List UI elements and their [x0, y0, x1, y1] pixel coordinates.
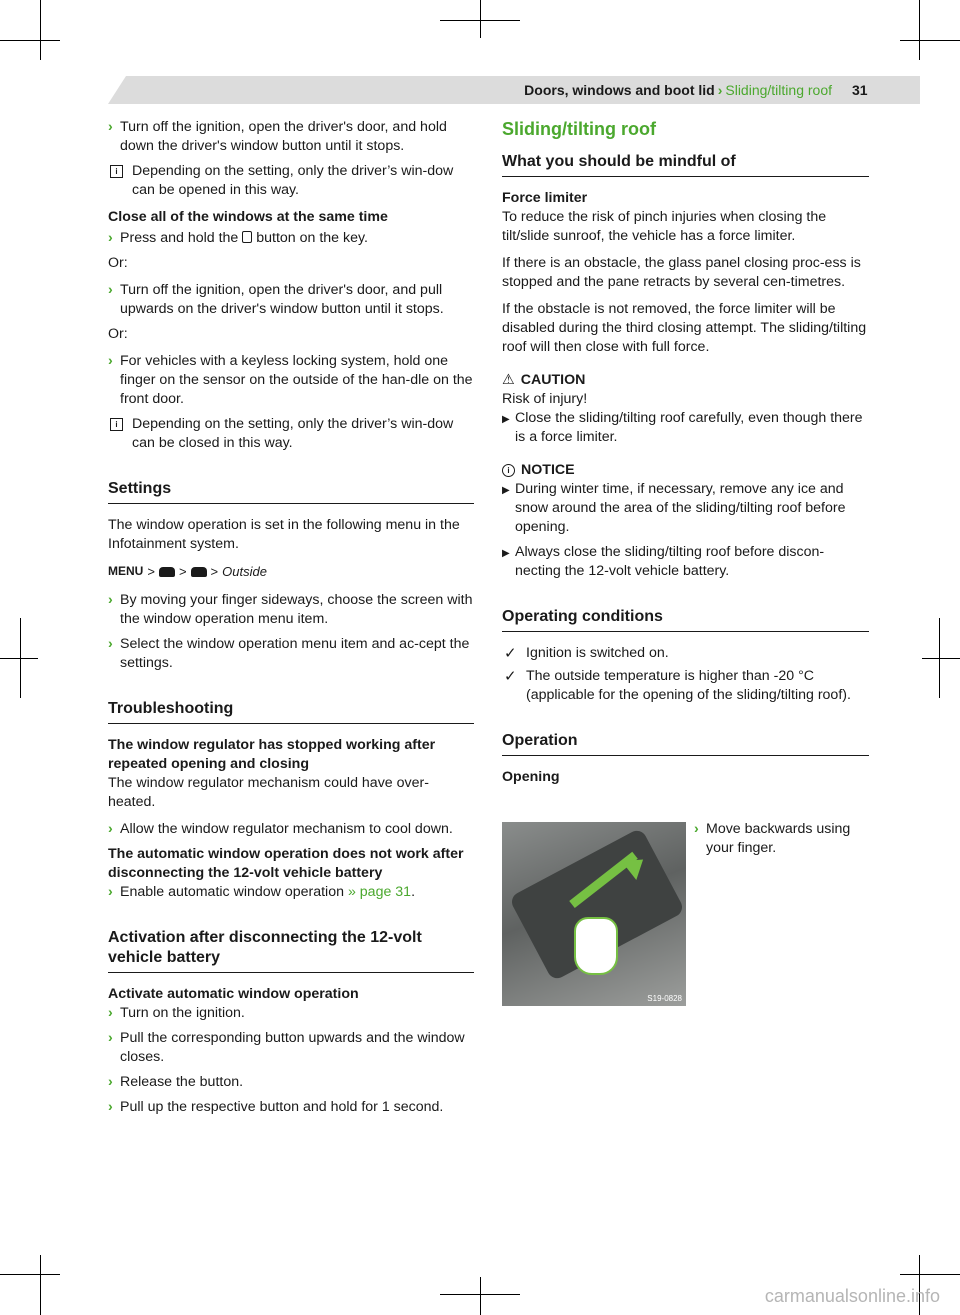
step-item: [108, 820, 474, 839]
condition-item: [502, 667, 869, 705]
figure-code: S19-0828: [647, 994, 682, 1003]
step-item: [108, 1004, 474, 1023]
menu-label: MENU: [108, 564, 144, 578]
step-text: For vehicles with a keyless locking system, hold one finger on the sensor on the outside of the han-dle on the front door.: [120, 353, 473, 407]
checkmark-icon: ✓: [504, 645, 517, 662]
caution-subtitle: Risk of injury!: [502, 391, 588, 407]
step-item: [108, 635, 474, 673]
step-text: Move backwards using your finger.: [706, 821, 851, 856]
notice-item: [502, 480, 869, 537]
step-text: Allow the window regulator mechanism to cool down.: [120, 821, 453, 837]
breadcrumb: [524, 82, 832, 98]
note-text: Depending on the setting, only the driver’s win-dow can be closed in this way.: [132, 416, 454, 451]
triangle-bullet-icon: ▶: [502, 548, 510, 559]
chevron-icon: ›: [108, 1074, 113, 1090]
subheading: Opening: [502, 769, 560, 785]
page-link[interactable]: » page 31: [347, 884, 412, 900]
step-text: Release the button.: [120, 1074, 244, 1090]
subheading: The window regulator has stopped working after repeated opening and closing: [108, 737, 436, 772]
note-icon: i: [110, 165, 123, 178]
crop-mark: [900, 1274, 960, 1275]
caution-heading: [502, 371, 869, 390]
breadcrumb-subsection: Sliding/tilting roof: [725, 82, 832, 98]
step-item: [694, 820, 869, 858]
paragraph: If the obstacle is not removed, the force limiter will be disabled during the third closing attempt. The sliding/tilting roof will then close with full force.: [502, 301, 867, 355]
notice-text: Always close the sliding/tilting roof before discon-necting the 12-volt vehicle battery.: [515, 544, 825, 579]
chevron-icon: ›: [108, 1005, 113, 1021]
condition-item: [502, 644, 869, 663]
condition-text: The outside temperature is higher than -20 °C (applicable for the opening of the sliding/tilting roof).: [526, 668, 851, 703]
crop-mark: [919, 0, 920, 60]
crop-mark: [922, 658, 960, 659]
notice-item: [502, 543, 869, 581]
triangle-bullet-icon: ▶: [502, 414, 510, 425]
condition-text: Ignition is switched on.: [526, 645, 669, 661]
roof-control-figure: [502, 822, 686, 1006]
checkmark-icon: ✓: [504, 668, 517, 685]
step-item: [108, 1098, 474, 1117]
page-title: Sliding/tilting roof: [502, 119, 656, 139]
crop-mark: [40, 1255, 41, 1315]
section-heading-settings: Settings: [108, 479, 474, 504]
step-text: Pull the corresponding button upwards and the window closes.: [120, 1030, 465, 1065]
page-number: 31: [852, 82, 868, 98]
section-heading-operation: Operation: [502, 731, 869, 756]
warning-icon: ⚠: [502, 372, 515, 388]
step-text: Turn off the ignition, open the driver's door, and pull upwards on the driver's window button until it stops.: [120, 282, 444, 317]
step-item: › Enable automatic window operation » page 31.: [108, 884, 416, 900]
step-text: Select the window operation menu item and ac-cept the settings.: [120, 636, 470, 671]
section-heading-conditions: Operating conditions: [502, 607, 869, 632]
notice-label: NOTICE: [521, 462, 575, 478]
menu-path: [108, 562, 474, 581]
crop-mark: [0, 1274, 60, 1275]
crop-mark: [900, 40, 960, 41]
chevron-icon: ›: [108, 592, 113, 608]
note-icon: i: [110, 418, 123, 431]
step-item: [108, 229, 474, 248]
chevron-icon: ›: [108, 119, 113, 135]
notice-text: During winter time, if necessary, remove any ice and snow around the area of the sliding/tilting roof before opening.: [515, 481, 846, 535]
subheading: Close all of the windows at the same time: [108, 209, 388, 225]
step-text: Pull up the respective button and hold for 1 second.: [120, 1099, 444, 1115]
triangle-bullet-icon: ▶: [502, 485, 510, 496]
step-item: [108, 1029, 474, 1067]
lock-key-icon: [242, 231, 252, 243]
crop-mark: [0, 658, 38, 659]
path-arrow: >: [147, 564, 155, 579]
paragraph: To reduce the risk of pinch injuries when closing the tilt/slide sunroof, the vehicle has a force limiter.: [502, 209, 827, 244]
finger-hand-icon: [574, 917, 618, 975]
chevron-icon: ›: [108, 353, 113, 369]
path-arrow: >: [210, 564, 219, 579]
note: [108, 162, 474, 200]
car-settings-icon: [191, 567, 207, 577]
caution-text: Close the sliding/tilting roof carefully, even though there is a force limiter.: [515, 410, 863, 445]
note-text: Depending on the setting, only the driver’s win-dow can be opened in this way.: [132, 163, 454, 198]
step-item: [108, 118, 474, 156]
chevron-icon: ›: [108, 282, 113, 298]
caution-label: CAUTION: [520, 372, 586, 388]
chevron-icon: ›: [108, 821, 113, 837]
step-item: [108, 1073, 474, 1092]
chevron-icon: ›: [108, 1099, 113, 1115]
right-column: [502, 118, 869, 795]
step-text: Press and hold the: [120, 230, 239, 246]
note: [108, 415, 474, 453]
step-text: Turn on the ignition.: [120, 1005, 245, 1021]
step-item: [108, 352, 474, 409]
step-item: [108, 281, 474, 319]
breadcrumb-section: Doors, windows and boot lid: [524, 82, 715, 98]
crop-mark: [480, 1277, 481, 1315]
crop-mark: [480, 0, 481, 38]
opening-step: [694, 820, 869, 864]
breadcrumb-separator: ›: [717, 82, 723, 98]
crop-mark: [40, 0, 41, 60]
step-text: By moving your finger sideways, choose the screen with the window operation menu item.: [120, 592, 473, 627]
or-text: Or:: [108, 255, 128, 271]
step-text: button on the key.: [256, 230, 368, 246]
notice-heading: [502, 461, 869, 480]
path-arrow: >: [178, 564, 187, 579]
paragraph: The window operation is set in the following menu in the Infotainment system.: [108, 517, 460, 552]
subheading: Activate automatic window operation: [108, 986, 359, 1002]
crop-mark: [440, 1294, 520, 1295]
chevron-icon: ›: [108, 1030, 113, 1046]
step-text: Enable automatic window operation: [120, 884, 344, 900]
or-text: Or:: [108, 326, 128, 342]
section-heading-troubleshooting: Troubleshooting: [108, 699, 474, 724]
paragraph: If there is an obstacle, the glass panel closing proc-ess is stopped and the pane retracts by several cen-timetres.: [502, 255, 861, 290]
watermark: carmanualsonline.info: [764, 1286, 940, 1306]
menu-outside: Outside: [222, 564, 267, 579]
chevron-icon: ›: [108, 636, 113, 652]
caution-item: [502, 409, 869, 447]
step-item: [108, 591, 474, 629]
section-heading-activation: Activation after disconnecting the 12-volt vehicle battery: [108, 928, 474, 973]
step-text: Turn off the ignition, open the driver's door, and hold down the driver's window button until it stops.: [120, 119, 447, 154]
chevron-icon: ›: [694, 821, 699, 837]
paragraph: The window regulator mechanism could have over-heated.: [108, 775, 429, 810]
chevron-icon: ›: [108, 884, 113, 900]
car-icon: [159, 567, 175, 577]
left-column: [108, 118, 474, 1123]
section-heading-mindful: What you should be mindful of: [502, 152, 869, 177]
subheading: The automatic window operation does not work after disconnecting the 12-volt vehicle battery: [108, 846, 464, 881]
chevron-icon: ›: [108, 230, 113, 246]
subheading: Force limiter: [502, 190, 588, 206]
crop-mark: [440, 20, 520, 21]
info-icon: i: [502, 464, 515, 477]
crop-mark: [0, 40, 60, 41]
